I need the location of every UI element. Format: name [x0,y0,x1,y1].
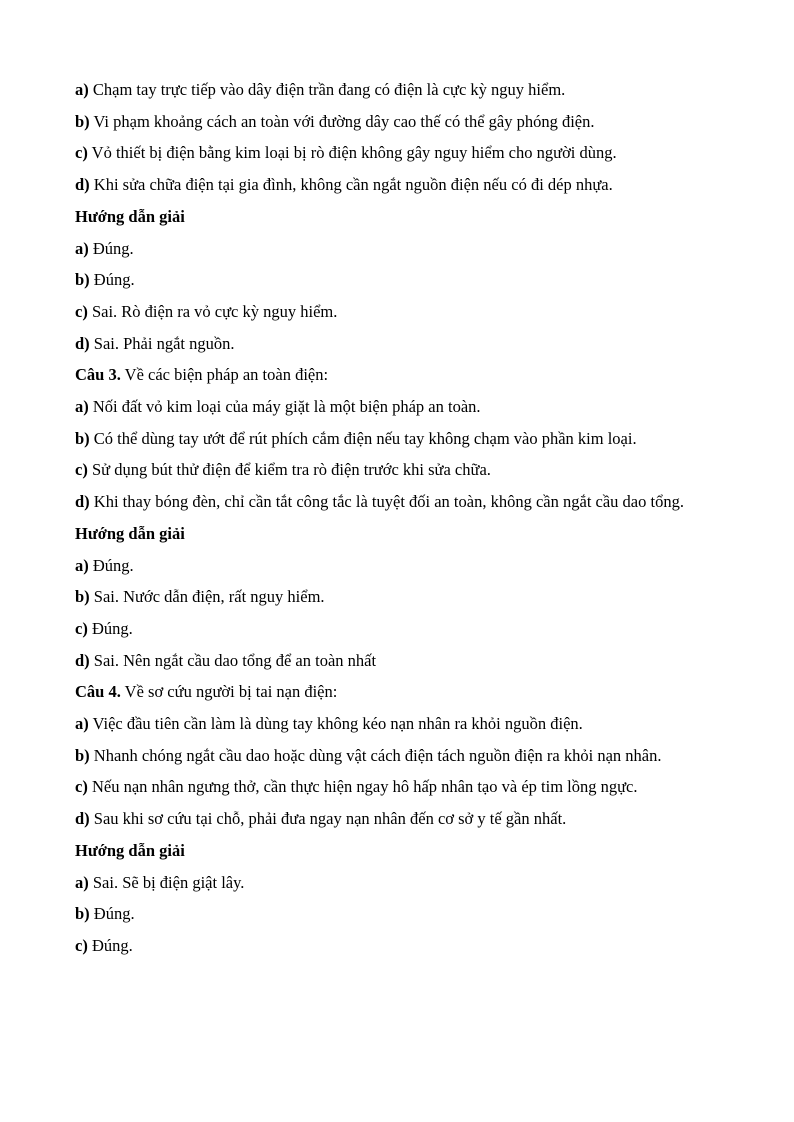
paragraph-label: Câu 4. [75,682,121,702]
paragraph-text: Nhanh chóng ngắt cầu dao hoặc dùng vật cách điện tách nguồn điện ra khỏi nạn nhân. [89,745,662,765]
paragraph-text: Khi sửa chữa điện tại gia đình, không cần ngắt nguồn điện nếu có đi dép nhựa. [89,175,613,195]
paragraph-label: Hướng dẫn giải [75,206,185,226]
paragraph-line [75,264,719,296]
paragraph-label: b) [75,904,90,924]
paragraph-label: b) [75,428,90,448]
paragraph-text: Vi phạm khoảng cách an toàn với đường dây cao thế có thể gây phóng điện. [89,111,595,131]
paragraph-label: c) [75,935,88,955]
paragraph-line [75,391,719,423]
paragraph-label: b) [75,745,90,765]
paragraph-line [75,201,719,233]
paragraph-text: Đúng. [88,555,134,575]
paragraph-line [75,645,719,677]
paragraph-line [75,771,719,803]
paragraph-line [75,423,719,455]
paragraph-label: Hướng dẫn giải [75,840,185,860]
paragraph-label: b) [75,270,90,290]
paragraph-line [75,74,719,106]
paragraph-line [75,930,719,962]
paragraph-line [75,233,719,265]
paragraph-line [75,898,719,930]
paragraph-text: Đúng. [89,904,135,924]
paragraph-text: Về sơ cứu người bị tai nạn điện: [120,682,338,702]
paragraph-label: d) [75,175,90,195]
paragraph-label: Câu 3. [75,365,121,385]
paragraph-text: Có thể dùng tay ướt để rút phích cắm điện nếu tay không chạm vào phần kim loại. [89,428,637,448]
paragraph-line [75,581,719,613]
paragraph-text: Sau khi sơ cứu tại chỗ, phải đưa ngay nạn nhân đến cơ sở y tế gần nhất. [89,809,567,829]
paragraph-label: c) [75,777,88,797]
paragraph-text: Sai. Nên ngắt cầu dao tổng để an toàn nhất [89,650,377,670]
paragraph-label: d) [75,492,90,512]
paragraph-label: a) [75,397,89,417]
paragraph-line [75,486,719,518]
paragraph-line [75,518,719,550]
paragraph-label: a) [75,872,89,892]
paragraph-line [75,803,719,835]
paragraph-line [75,328,719,360]
paragraph-label: c) [75,301,88,321]
paragraph-label: a) [75,80,89,99]
paragraph-line [75,676,719,708]
paragraph-label: c) [75,460,88,480]
text-block [75,74,719,962]
paragraph-label: d) [75,650,90,670]
paragraph-label: b) [75,587,90,607]
paragraph-line [75,137,719,169]
paragraph-label: c) [75,618,88,638]
paragraph-text: Nếu nạn nhân ngưng thở, cần thực hiện ngay hô hấp nhân tạo và ép tim lồng ngực. [87,777,638,797]
paragraph-text: Đúng. [87,618,133,638]
paragraph-label: Hướng dẫn giải [75,523,185,543]
paragraph-line [75,106,719,138]
paragraph-text: Khi thay bóng đèn, chỉ cần tắt công tắc là tuyệt đối an toàn, không cần ngắt cầu dao tổng. [89,492,684,512]
paragraph-label: d) [75,333,90,353]
paragraph-text: Sai. Phải ngắt nguồn. [89,333,235,353]
paragraph-label: a) [75,714,89,734]
paragraph-label: a) [75,238,89,258]
paragraph-line [75,169,719,201]
paragraph-text: Chạm tay trực tiếp vào dây điện trần đang có điện là cực kỳ nguy hiểm. [88,80,566,99]
paragraph-line [75,454,719,486]
paragraph-label: a) [75,555,89,575]
paragraph-text: Vỏ thiết bị điện bằng kim loại bị rò điện không gây nguy hiểm cho người dùng. [87,143,617,163]
paragraph-text: Đúng. [87,935,133,955]
paragraph-text: Việc đầu tiên cần làm là dùng tay không kéo nạn nhân ra khỏi nguồn điện. [88,714,583,734]
paragraph-line [75,613,719,645]
paragraph-text: Sai. Rò điện ra vỏ cực kỳ nguy hiểm. [87,301,338,321]
paragraph-line [75,740,719,772]
paragraph-line [75,708,719,740]
paragraph-label: b) [75,111,90,131]
paragraph-line [75,867,719,899]
paragraph-line [75,359,719,391]
paragraph-line [75,835,719,867]
paragraph-text: Sai. Sẽ bị điện giật lây. [88,872,245,892]
paragraph-text: Sử dụng bút thử điện để kiểm tra rò điện trước khi sửa chữa. [87,460,491,480]
paragraph-label: c) [75,143,88,163]
paragraph-line [75,550,719,582]
paragraph-text: Về các biện pháp an toàn điện: [120,365,329,385]
paragraph-text: Sai. Nước dẫn điện, rất nguy hiểm. [89,587,325,607]
paragraph-line [75,296,719,328]
paragraph-label: d) [75,809,90,829]
paragraph-text: Đúng. [89,270,135,290]
paragraph-text: Đúng. [88,238,134,258]
paragraph-text: Nối đất vỏ kim loại của máy giặt là một biện pháp an toàn. [88,397,481,417]
